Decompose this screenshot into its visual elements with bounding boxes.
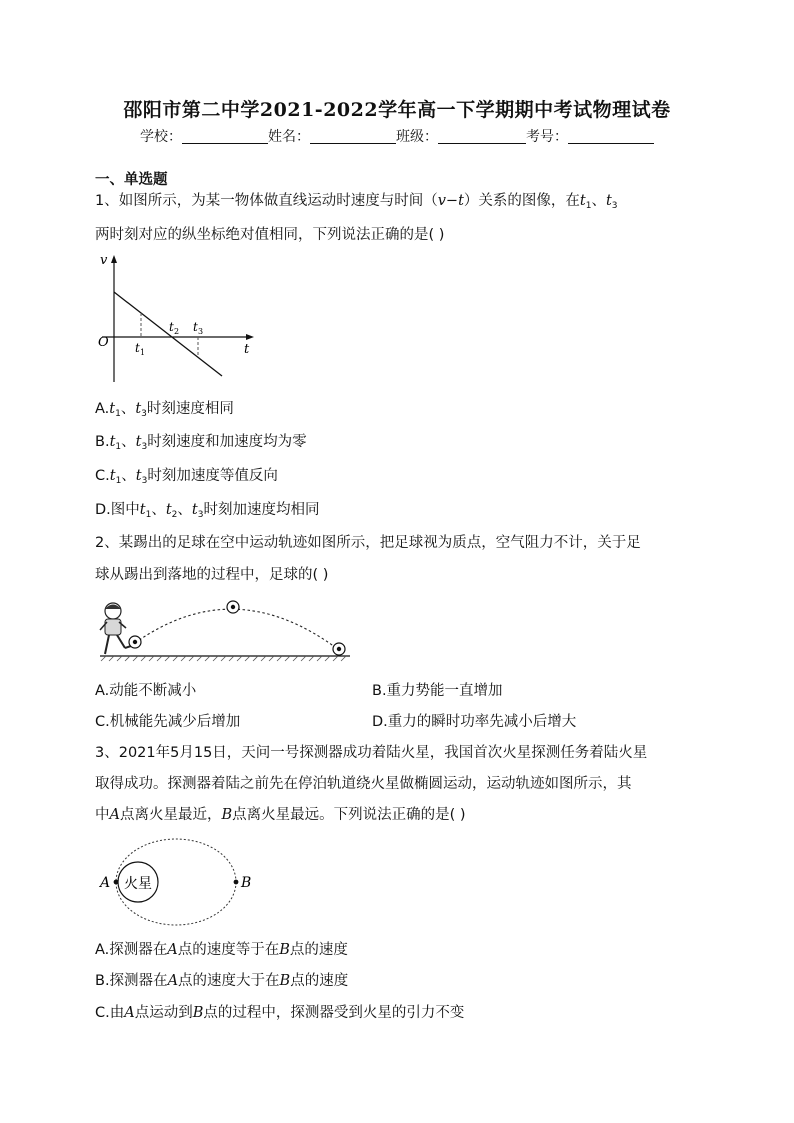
- ground-hatch: [101, 656, 346, 661]
- q3-stem-line3: 中A点离火星最近，B点离火星最远。下列说法正确的是( ): [95, 807, 466, 823]
- name-label: 姓名：: [268, 129, 310, 145]
- q1-vt-graph: [92, 250, 262, 390]
- boy-kicking-icon: [100, 603, 131, 654]
- number-blank[interactable]: [568, 129, 654, 144]
- q1-expr: v−t: [437, 193, 464, 209]
- ball-end-icon: [333, 643, 345, 655]
- q3-stem-line1: 3、2021年5月15日，天问一号探测器成功着陆火星，我国首次火星探测任务着陆火星: [95, 745, 648, 761]
- t-label: t: [244, 342, 250, 357]
- q2-option-d[interactable]: D.重力的瞬时功率先减小后增大: [372, 714, 577, 730]
- q1-option-b[interactable]: $B.t_1$、$t_3$时刻速度和加速度均为零: [95, 434, 307, 452]
- q2-stem-line1: 2、某踢出的足球在空中运动轨迹如图所示，把足球视为质点，空气阻力不计，关于足: [95, 535, 641, 551]
- velocity-line: [114, 292, 222, 376]
- class-label: 班级：: [396, 129, 438, 145]
- t1-sub: 1: [140, 348, 146, 357]
- q3-option-b[interactable]: B.探测器在A点的速度大于在B点的速度: [95, 973, 349, 989]
- v-label: v: [100, 253, 108, 268]
- class-blank[interactable]: [438, 129, 526, 144]
- t-axis-arrow: [246, 334, 254, 340]
- t3-label: t: [193, 320, 198, 334]
- ball-top-icon: [227, 601, 239, 613]
- school-blank[interactable]: [182, 129, 268, 144]
- student-info-line: [0, 126, 794, 146]
- origin-label: O: [98, 335, 109, 350]
- point-a-label: A: [100, 875, 111, 891]
- q1-option-a[interactable]: $A.t_1$、$t_3$时刻速度相同: [95, 401, 234, 419]
- q3-orbit-figure: [95, 834, 275, 934]
- t2-sub: 2: [174, 327, 180, 336]
- point-b-label: B: [241, 875, 252, 891]
- t1-label: t: [135, 341, 140, 355]
- q2-option-b[interactable]: B.重力势能一直增加: [372, 683, 503, 699]
- mars-label: 火星: [124, 876, 152, 892]
- q2-football-figure: [95, 592, 355, 664]
- q3-option-c[interactable]: C.由A点运动到B点的过程中，探测器受到火星的引力不变: [95, 1005, 465, 1021]
- q2-option-a[interactable]: A.动能不断减小: [95, 683, 197, 699]
- point-b: [234, 880, 239, 885]
- page-title: 邵阳市第二中学2021-2022学年高一下学期期中考试物理试卷: [123, 99, 671, 121]
- q1-option-c[interactable]: $C.t_1$、$t_3$时刻加速度等值反向: [95, 468, 278, 486]
- number-label: 考号：: [526, 129, 568, 145]
- point-a: [114, 880, 119, 885]
- q3-stem-line2: 取得成功。探测器着陆之前先在停泊轨道绕火星做椭圆运动，运动轨迹如图所示，其: [95, 776, 632, 792]
- q1-option-d[interactable]: D.图中$t_1$、$t_2$、$t_3$时刻加速度均相同: [95, 502, 320, 520]
- ball-start-icon: [129, 636, 141, 648]
- v-axis-arrow: [111, 255, 117, 263]
- t2-label: t: [169, 320, 174, 334]
- name-blank[interactable]: [310, 129, 396, 144]
- q2-option-c[interactable]: C.机械能先减少后增加: [95, 714, 241, 730]
- section-title: 一、单选题: [95, 172, 168, 188]
- q1-stem-line1: 1、如图所示，为某一物体做直线运动时速度与时间（v−t）关系的图像，在$t_1$、$t_3$: [95, 193, 618, 211]
- t3-sub: 3: [198, 327, 204, 336]
- q3-option-a[interactable]: A.探测器在A点的速度等于在B点的速度: [95, 942, 348, 958]
- q2-stem-line2: 球从踢出到落地的过程中，足球的( ): [95, 567, 329, 583]
- trajectory-curve: [135, 609, 339, 650]
- q1-stem-line2: 两时刻对应的纵坐标绝对值相同，下列说法正确的是( ): [95, 227, 445, 243]
- school-label: 学校：: [140, 129, 182, 145]
